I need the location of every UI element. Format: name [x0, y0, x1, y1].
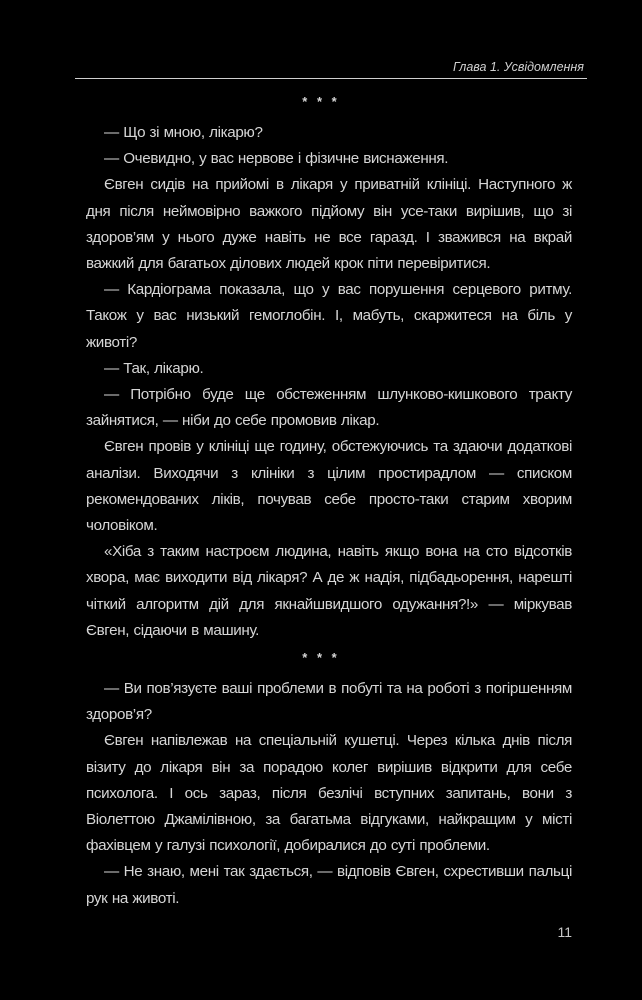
section-2-text	[86, 676, 572, 912]
paragraph: — Очевидно, у вас нервове і фізичне виснаження.	[104, 150, 449, 168]
paragraph: Євген сидів на прийомі в лікаря у приватній клініці. Наступного ж дня після неймовірно важкого підйому він усе-таки вирішив, що зі здоров’ям у нього дуже навіть не все гаразд. І зважився на вкрай важкий для багатьох ділових людей крок піти перевіритися.	[86, 176, 572, 273]
section-separator-1: * * *	[302, 94, 340, 109]
paragraph: — Так, лікарю.	[104, 359, 204, 377]
section-1-text	[86, 120, 572, 644]
running-header-title: Глава 1. Усвідомлення	[453, 60, 584, 74]
paragraph: — Потрібно буде ще обстеженням шлунково-кишкового тракту зайнятися, — ніби до себе промовив лікар.	[86, 386, 572, 430]
section-separator-2: * * *	[302, 650, 340, 665]
paragraph: Євген провів у клініці ще годину, обстежуючись та здаючи додаткові аналізи. Виходячи з клініки з цілим простирадлом — списком рекомендованих ліків, почував себе просто-таки старим хворим чоловіком.	[86, 438, 572, 535]
paragraph: «Хіба з таким настроєм людина, навіть якщо вона на сто відсотків хвора, має виходити від лікаря? А де ж надія, підбадьорення, нарешті чіткий алгоритм дій для якнайшвидшого одужання?!» — міркував Євген, сідаючи в машину.	[86, 543, 572, 639]
paragraph: — Ви пов’язуєте ваші проблеми в побуті та на роботі з погіршенням здоров’я?	[86, 680, 572, 724]
page-number: 11	[557, 924, 572, 940]
header-rule	[75, 78, 587, 79]
paragraph: — Не знаю, мені так здається, — відповів Євген, схрестивши пальці рук на животі.	[86, 863, 572, 907]
paragraph: — Кардіограма показала, що у вас порушення серцевого ритму. Також у вас низький гемоглобін. І, мабуть, скаржитеся на біль у животі?	[86, 281, 572, 351]
paragraph: — Що зі мною, лікарю?	[104, 124, 263, 141]
paragraph: Євген напівлежав на спеціальній кушетці. Через кілька днів після візиту до лікаря він за порадою колег вирішив відкрити для себе психолога. І ось зараз, після безлічі вступних запитань, вони з Віолеттою Джамілівною, за багатьма відгуками, найкращим у місті фахівцем у галузі психології, добиралися до суті проблеми.	[86, 732, 572, 855]
